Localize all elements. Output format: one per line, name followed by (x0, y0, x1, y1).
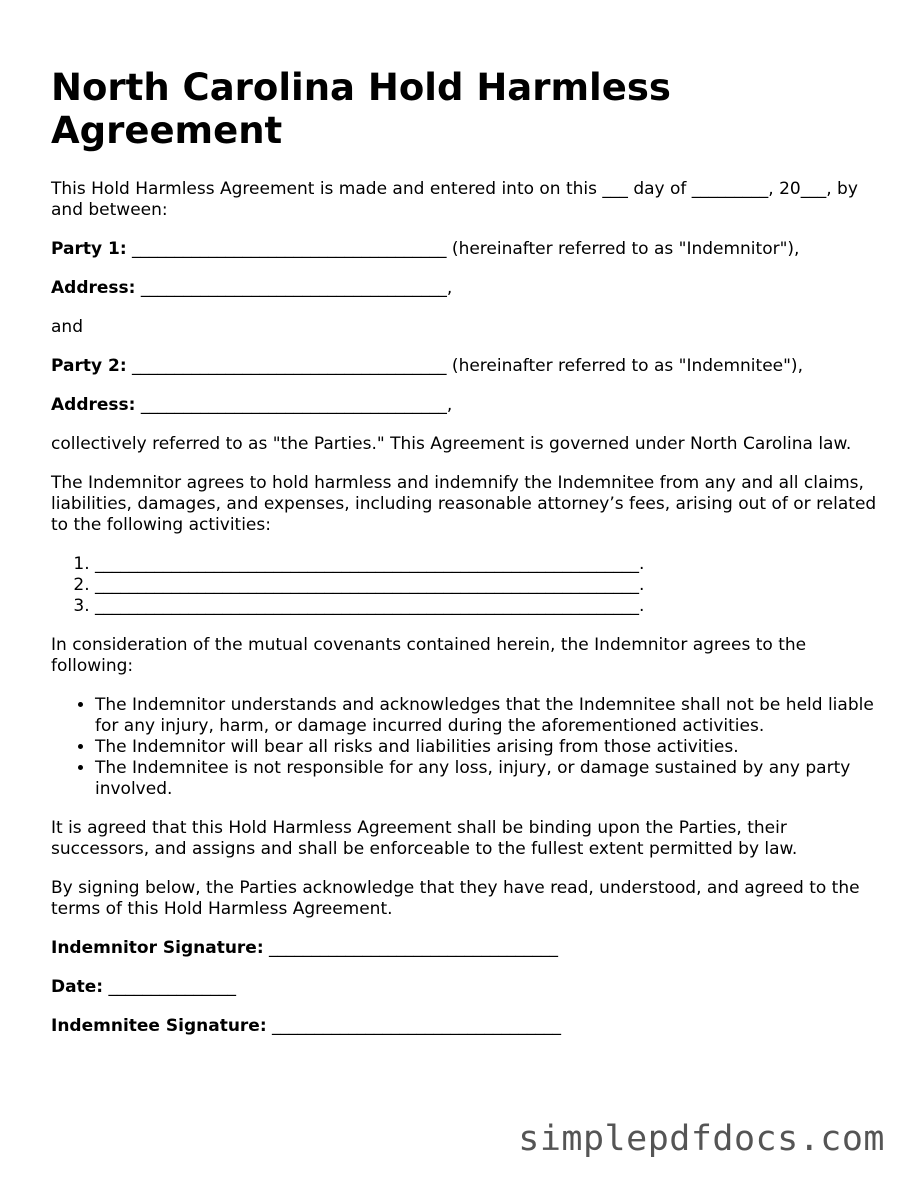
date-label: Date: (51, 977, 104, 997)
party2-line (51, 356, 881, 377)
activity-item: 3. ________________________________________________________________. (95, 596, 881, 617)
address1-text: ____________________________________, (135, 278, 453, 298)
date-line (51, 977, 881, 998)
indemnitor-signature-line (51, 938, 881, 959)
parties-paragraph: collectively referred to as "the Parties." This Agreement is governed under North Carolina law. (51, 434, 852, 454)
terms-list (51, 695, 881, 800)
address1-label: Address: (51, 278, 136, 298)
intro-paragraph: This Hold Harmless Agreement is made and entered into on this ___ day of _________, 20___, by and between: (51, 179, 858, 220)
term-item: • The Indemnitor understands and acknowledges that the Indemnitee shall not be held liable for any injury, harm, or damage incurred during the aforementioned activities. (95, 695, 881, 737)
indemnify-paragraph: The Indemnitor agrees to hold harmless and indemnify the Indemnitee from any and all claims, liabilities, damages, and expenses, including reasonable attorney’s fees, arising out of or related to the following activities: (51, 473, 877, 535)
indemnitee-signature-line (51, 1016, 881, 1037)
watermark: simplepdfdocs.com (518, 1119, 885, 1159)
binding-paragraph: It is agreed that this Hold Harmless Agreement shall be binding upon the Parties, their successors, and assigns and shall be enforceable to the fullest extent permitted by law. (51, 818, 798, 859)
indemnitor-signature-label: Indemnitor Signature: (51, 938, 264, 958)
address2-text: ____________________________________, (135, 395, 453, 415)
consideration-paragraph: In consideration of the mutual covenants contained herein, the Indemnitor agrees to the following: (51, 635, 807, 676)
indemnitee-signature-label: Indemnitee Signature: (51, 1016, 267, 1036)
party1-text: _____________________________________ (hereinafter referred to as "Indemnitor"), (126, 239, 800, 259)
address1-line (51, 278, 881, 299)
activity-item: 2. ________________________________________________________________. (95, 575, 881, 596)
document-page (51, 66, 881, 1055)
term-item: • The Indemnitor will bear all risks and liabilities arising from those activities. (95, 737, 881, 758)
date-blank: _______________ (103, 977, 236, 997)
activities-list (51, 554, 881, 617)
address2-line (51, 395, 881, 416)
document-title: North Carolina Hold Harmless Agreement (51, 66, 671, 152)
and-text: and (51, 317, 83, 337)
acknowledge-paragraph: By signing below, the Parties acknowledge that they have read, understood, and agreed to the terms of this Hold Harmless Agreement. (51, 878, 860, 919)
party1-label: Party 1: (51, 239, 127, 259)
term-item: • The Indemnitee is not responsible for any loss, injury, or damage sustained by any party involved. (95, 758, 881, 800)
activity-item: 1. ________________________________________________________________. (95, 554, 881, 575)
party2-text: _____________________________________ (hereinafter referred to as "Indemnitee"), (126, 356, 803, 376)
party2-label: Party 2: (51, 356, 127, 376)
address2-label: Address: (51, 395, 136, 415)
party1-line (51, 239, 881, 260)
indemnitee-signature-blank: __________________________________ (266, 1016, 562, 1036)
indemnitor-signature-blank: __________________________________ (263, 938, 559, 958)
